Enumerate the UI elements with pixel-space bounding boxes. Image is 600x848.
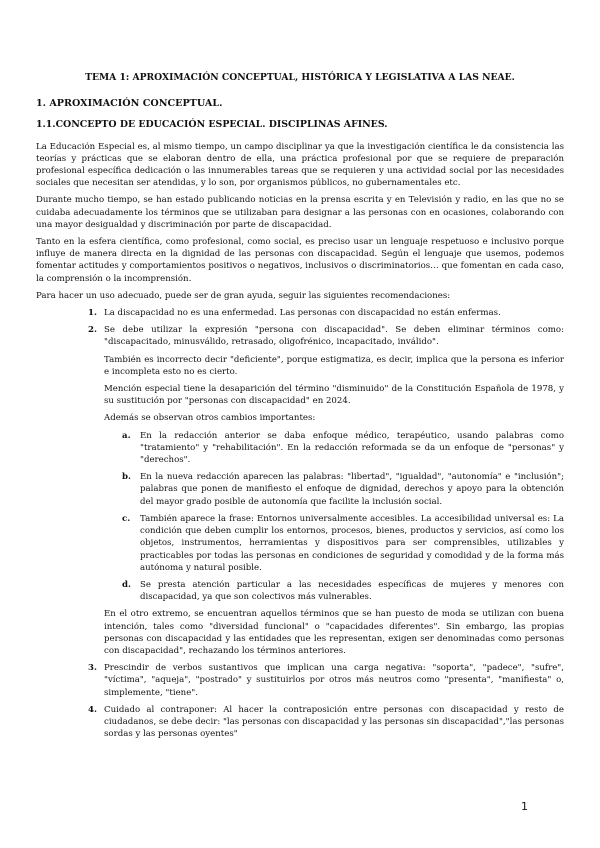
changes-sublist	[104, 430, 564, 604]
list-number: 2.	[88, 325, 97, 336]
sublist-item-b	[122, 471, 564, 508]
list-item-text: Se debe utilizar la expresión "persona con discapacidad". Se deben eliminar términos como: "discapacitado, minusválido, retrasado, oligofrénico, incapacitado, inválido".	[104, 325, 564, 348]
list-number: 1.	[88, 308, 97, 319]
sublist-text: También aparece la frase: Entornos universalmente accesibles. La accesibilidad universal es: La condición que deben cumplir los entornos, procesos, bienes, productos y servicios, así como los objetos, instrumentos, herramientas y dispositivos para ser comprensibles, utilizables y practicables por todas las personas en condiciones de seguridad y comodidad y de la forma más autónoma y natural posible.	[140, 513, 564, 573]
sublist-item-c	[122, 513, 564, 574]
document-title: TEMA 1: APROXIMACIÓN CONCEPTUAL, HISTÓRICA Y LEGISLATIVA A LAS NEAE.	[85, 72, 515, 83]
list-number: 4.	[88, 704, 97, 715]
list-item-1	[88, 307, 564, 319]
list-item-after: En el otro extremo, se encuentran aquellos términos que se han puesto de moda se utilizan con buena intención, tales como "diversidad funcional" o "capacidades diferentes". Sin embargo, las propias personas con discapacidad y las entidades que les representan, exigen ser denominadas como personas con discapacidad", rechazando los términos anteriores.	[104, 609, 564, 656]
sublist-text: En la nueva redacción aparecen las palabras: "libertad", "igualdad", "autonomía" e "inclusión"; palabras que ponen de manifiesto el enfoque de dignidad, derechos y apoyo para la obtención del mayor grado posible de autonomía que facilite la inclusión social.	[140, 472, 564, 507]
list-item-4	[88, 704, 564, 741]
sublist-letter: a.	[122, 430, 131, 441]
list-item-extra-3: Además se observan otros cambios importantes:	[104, 413, 316, 424]
sublist-letter: c.	[122, 513, 131, 524]
recommendations-list	[36, 307, 564, 740]
sublist-text: Se presta atención particular a las necesidades específicas de mujeres y menores con discapacidad, ya que son colectivos más vulnerables.	[140, 579, 564, 603]
list-item-extra-2: Mención especial tiene la desaparición del término "disminuido" de la Constitución Española de 1978, y su sustitución por "personas con discapacidad" en 2024.	[104, 384, 564, 407]
list-number: 3.	[88, 663, 97, 674]
sublist-text: En la redacción anterior se daba enfoque médico, terapéutico, usando palabras como "tratamiento" y "rehabilitación". En la redacción reformada se da un enfoque de "personas" y "derechos".	[140, 430, 564, 466]
list-item-extra-1: También es incorrecto decir "deficiente", porque estigmatiza, es decir, implica que la persona es inferior e incompleta esto no es cierto.	[104, 354, 564, 377]
paragraph-4: Para hacer un uso adecuado, puede ser de gran ayuda, seguir las siguientes recomendaciones:	[36, 290, 451, 301]
section-heading: 1. APROXIMACIÓN CONCEPTUAL.	[36, 98, 223, 110]
sublist-letter: b.	[122, 472, 132, 483]
sublist-item-a	[122, 430, 564, 467]
paragraph-1: La Educación Especial es, al mismo tiempo, un campo disciplinar ya que la investigación científica le da consistencia las teorías y prácticas que se elaboran dentro de ella, una práctica profesional por que se requiere de preparación profesional específica dedicación o las innumerables tareas que se requieren y una actividad social por las necesidades sociales que necesitan ser atendidas, y lo son, por organismos públicos, no gubernamentales etc.	[36, 141, 564, 189]
list-item-2	[88, 324, 564, 657]
paragraph-3: Tanto en la esfera científica, como profesional, como social, es preciso usar un lenguaje respetuoso e inclusivo porque influye de manera directa en la dignidad de las personas con discapacidad. Según el lenguaje que usemos, podemos fomentar actitudes y comportamientos positivos o negativos, inclusivos o discriminatorios… que fomentan en cada caso, la comprensión o la incomprensión.	[36, 237, 564, 284]
list-item-text: Cuidado al contraponer: Al hacer la contraposición entre personas con discapacidad y resto de ciudadanos, se debe decir: "las personas con discapacidad y las personas sin discapacidad","las personas sordas y las personas oyentes"	[104, 704, 564, 740]
list-item-3	[88, 662, 564, 699]
list-item-text: La discapacidad no es una enfermedad. Las personas con discapacidad no están enfermas.	[104, 308, 501, 319]
paragraph-2: Durante mucho tiempo, se han estado publicando noticias en la prensa escrita y en Televisión y radio, en las que no se cuidaba adecuadamente los términos que se utilizaban para designar a las personas con en ocasiones, colaborando con una mayor desigualdad y discriminación por parte de discapacidad.	[36, 195, 564, 230]
page-number: 1	[521, 800, 528, 813]
sublist-item-d	[122, 579, 564, 603]
subsection-heading: 1.1.CONCEPTO DE EDUCACIÓN ESPECIAL. DISCIPLINAS AFINES.	[36, 119, 388, 131]
page-content	[36, 72, 564, 745]
list-item-text: Prescindir de verbos sustantivos que implican una carga negativa: "soporta", "padece", "sufre", "víctima", "aqueja", "postrado" y sustituirlos por otros más neutros como "presenta", "manifiesta" o, simplemente, "tiene".	[104, 663, 564, 698]
sublist-letter: d.	[122, 579, 132, 590]
